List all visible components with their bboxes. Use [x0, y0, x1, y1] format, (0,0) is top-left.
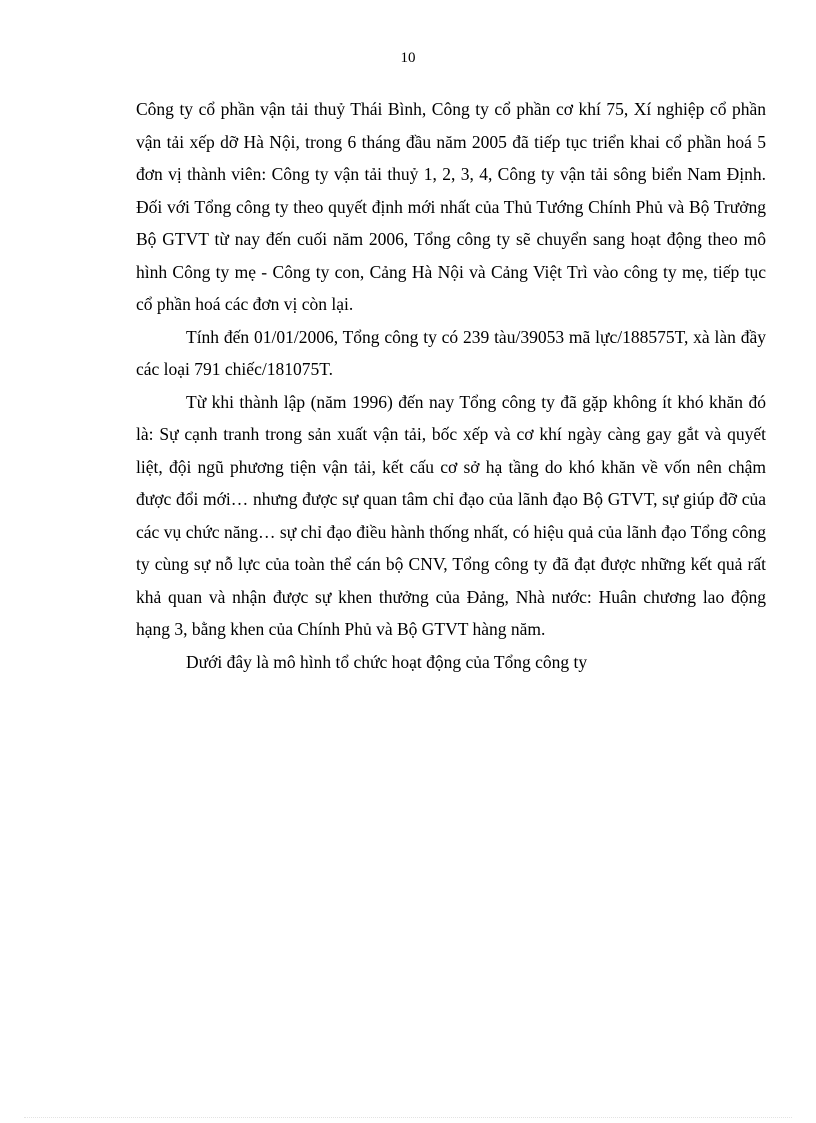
paragraph-equitization: Công ty cổ phần vận tải thuỷ Thái Bình, Công ty cổ phần cơ khí 75, Xí nghiệp cổ phần vận tải xếp dỡ Hà Nội, trong 6 tháng đầu năm 2005 đã tiếp tục triển khai cổ phần hoá 5 đơn vị thành viên: Công ty vận tải thuỷ 1, 2, 3, 4, Công ty vận tải sông biển Nam Định. Đối với Tổng công ty theo quyết định mới nhất của Thủ Tướng Chính Phủ và Bộ Trưởng Bộ GTVT từ nay đến cuối năm 2006, Tổng công ty sẽ chuyển sang hoạt động theo mô hình Công ty mẹ - Công ty con, Cảng Hà Nội và Cảng Việt Trì vào công ty mẹ, tiếp tục cổ phần hoá các đơn vị còn lại.	[136, 99, 766, 314]
document-body	[136, 93, 766, 678]
page-number: 10	[400, 50, 416, 66]
paragraph-org-model-intro: Dưới đây là mô hình tổ chức hoạt động của Tổng công ty	[186, 651, 588, 672]
page-bottom-rule	[24, 1117, 792, 1118]
paragraph-achievements: Từ khi thành lập (năm 1996) đến nay Tổng công ty đã gặp không ít khó khăn đó là: Sự cạnh tranh trong sản xuất vận tải, bốc xếp và cơ khí ngày càng gay gắt và quyết liệt, đội ngũ phương tiện vận tải, kết cấu cơ sở hạ tầng do khó khăn về vốn nên chậm được đổi mới… nhưng được sự quan tâm chỉ đạo của lãnh đạo Bộ GTVT, sự giúp đỡ của các vụ chức năng… sự chỉ đạo điều hành thống nhất, có hiệu quả của lãnh đạo Tổng công ty cùng sự nỗ lực của toàn thể cán bộ CNV, Tổng công ty đã đạt được những kết quả rất khả quan và nhận được sự khen thưởng của Đảng, Nhà nước: Huân chương lao động hạng 3, bằng khen của Chính Phủ và Bộ GTVT hàng năm.	[136, 391, 766, 639]
paragraph-fleet-stats: Tính đến 01/01/2006, Tổng công ty có 239 tàu/39053 mã lực/188575T, xà làn đầy các loại 791 chiếc/181075T.	[136, 326, 766, 379]
